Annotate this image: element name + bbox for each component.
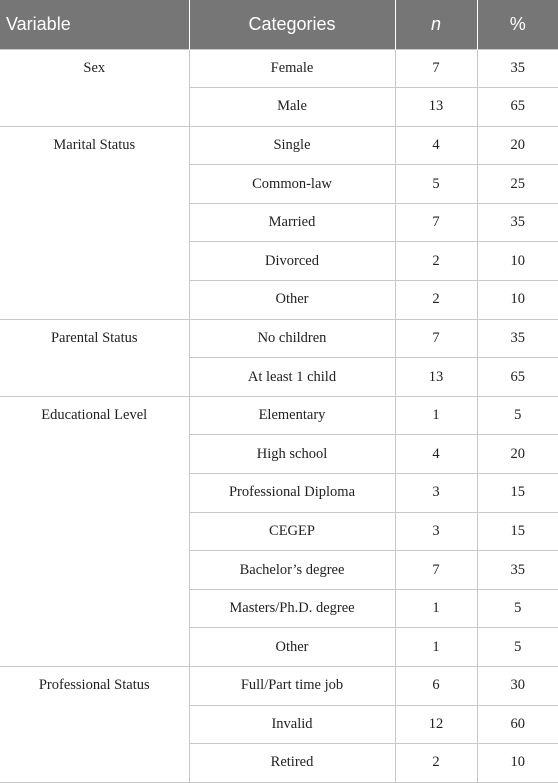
- table-header: [0, 0, 558, 49]
- variable-cell: Sex: [0, 49, 189, 126]
- percent-cell: 20: [477, 126, 558, 165]
- n-cell: 3: [395, 474, 477, 513]
- percent-cell: 35: [477, 49, 558, 88]
- percent-cell: 10: [477, 744, 558, 783]
- category-cell: Invalid: [189, 705, 395, 744]
- percent-cell: 60: [477, 705, 558, 744]
- variable-cell: Parental Status: [0, 319, 189, 396]
- category-cell: Divorced: [189, 242, 395, 281]
- percent-cell: 5: [477, 589, 558, 628]
- n-cell: 4: [395, 435, 477, 474]
- n-cell: 1: [395, 589, 477, 628]
- n-cell: 3: [395, 512, 477, 551]
- category-cell: Retired: [189, 744, 395, 783]
- percent-cell: 35: [477, 203, 558, 242]
- n-cell: 4: [395, 126, 477, 165]
- n-cell: 12: [395, 705, 477, 744]
- n-cell: 2: [395, 242, 477, 281]
- category-cell: CEGEP: [189, 512, 395, 551]
- table-body: [0, 49, 558, 782]
- table-row: [0, 319, 558, 358]
- header-n: n: [395, 0, 477, 49]
- n-cell: 7: [395, 203, 477, 242]
- n-cell: 7: [395, 49, 477, 88]
- percent-cell: 25: [477, 165, 558, 204]
- percent-cell: 20: [477, 435, 558, 474]
- n-cell: 2: [395, 744, 477, 783]
- n-cell: 13: [395, 88, 477, 127]
- category-cell: No children: [189, 319, 395, 358]
- percent-cell: 10: [477, 242, 558, 281]
- percent-cell: 35: [477, 551, 558, 590]
- n-cell: 1: [395, 628, 477, 667]
- table-row: [0, 667, 558, 706]
- n-cell: 2: [395, 281, 477, 320]
- header-variable: Variable: [6, 13, 71, 34]
- category-cell: Male: [189, 88, 395, 127]
- percent-cell: 10: [477, 281, 558, 320]
- table-row: [0, 126, 558, 165]
- percent-cell: 35: [477, 319, 558, 358]
- percent-cell: 5: [477, 628, 558, 667]
- category-cell: Other: [189, 628, 395, 667]
- n-cell: 7: [395, 319, 477, 358]
- category-cell: At least 1 child: [189, 358, 395, 397]
- percent-cell: 5: [477, 396, 558, 435]
- percent-cell: 65: [477, 88, 558, 127]
- category-cell: Female: [189, 49, 395, 88]
- table-row: [0, 49, 558, 88]
- percent-cell: 15: [477, 474, 558, 513]
- n-cell: 7: [395, 551, 477, 590]
- category-cell: Elementary: [189, 396, 395, 435]
- n-cell: 5: [395, 165, 477, 204]
- percent-cell: 65: [477, 358, 558, 397]
- percent-cell: 15: [477, 512, 558, 551]
- variable-cell: Professional Status: [0, 667, 189, 783]
- category-cell: Married: [189, 203, 395, 242]
- n-cell: 1: [395, 396, 477, 435]
- category-cell: Single: [189, 126, 395, 165]
- variable-cell: Educational Level: [0, 396, 189, 666]
- category-cell: High school: [189, 435, 395, 474]
- n-cell: 13: [395, 358, 477, 397]
- category-cell: Professional Diploma: [189, 474, 395, 513]
- category-cell: Masters/Ph.D. degree: [189, 589, 395, 628]
- table-row: [0, 396, 558, 435]
- category-cell: Bachelor’s degree: [189, 551, 395, 590]
- header-percent: %: [477, 0, 558, 49]
- category-cell: Other: [189, 281, 395, 320]
- variable-cell: Marital Status: [0, 126, 189, 319]
- percent-cell: 30: [477, 667, 558, 706]
- n-cell: 6: [395, 667, 477, 706]
- header-categories: Categories: [189, 0, 395, 49]
- category-cell: Full/Part time job: [189, 667, 395, 706]
- category-cell: Common-law: [189, 165, 395, 204]
- header-row: [0, 0, 558, 49]
